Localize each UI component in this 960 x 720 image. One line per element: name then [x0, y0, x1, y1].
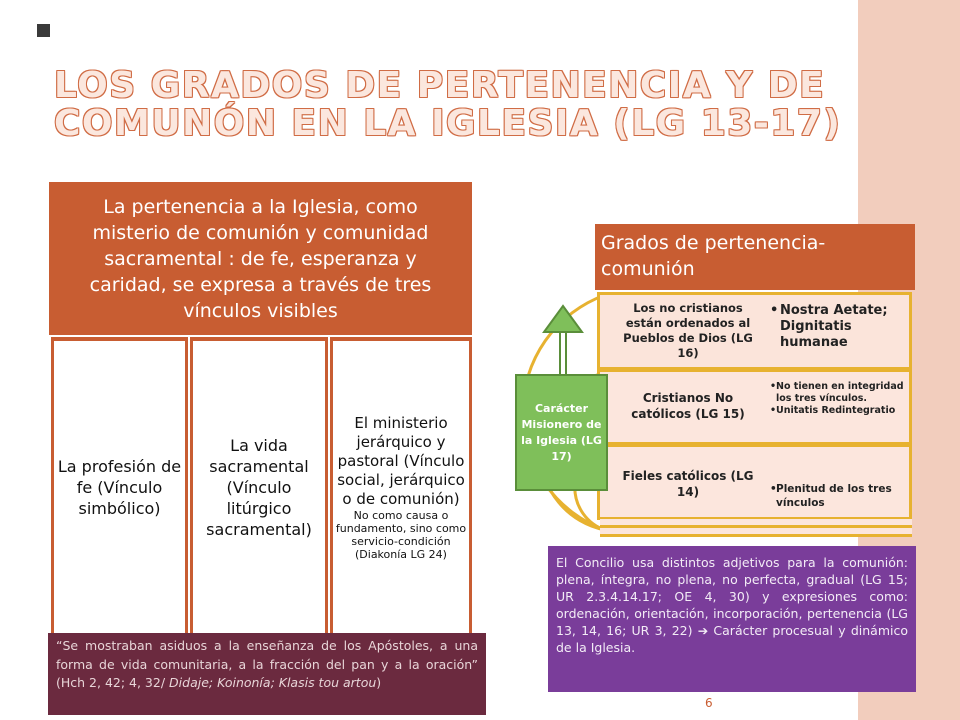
ring-stripe	[600, 519, 912, 528]
grado-row-title: Fieles católicos (LG 14)	[622, 469, 754, 499]
bullet-text: Nostra Aetate; Dignitatis humanae	[780, 303, 888, 350]
bullet-text: No tienen en integridad los tres vínculos.	[776, 381, 904, 404]
arrow-head	[544, 306, 582, 332]
bullet-dot: •	[770, 405, 777, 416]
grado-row-bullets	[770, 303, 910, 351]
ring-stripe	[600, 528, 912, 537]
vinculo-column-1	[51, 337, 188, 633]
bullet-text: Unitatis Redintegratio	[776, 405, 896, 416]
caracter-misionero-text: Carácter Misionero de la Iglesia (LG 17)	[521, 401, 602, 463]
bullet-dot: •	[770, 303, 779, 318]
grados-header	[595, 224, 915, 290]
grado-row-title: Cristianos No católicos (LG 15)	[631, 391, 745, 421]
grado-row-title: Los no cristianos están ordenados al Pueblos de Dios (LG 16)	[623, 301, 753, 360]
decorative-square	[37, 24, 50, 37]
pertenencia-header-text: La pertenencia a la Iglesia, como misterio de comunión y comunidad sacramental : de fe, esperanza y caridad, se expresa a través de tres vínculos visibles	[89, 195, 432, 322]
right-arrow-icon: ➔	[697, 623, 709, 638]
slide-title: LOS GRADOS DE PERTENENCIA Y DE COMUNÓN EN LA IGLESIA (LG 13-17)	[54, 65, 842, 144]
bullet-dot: •	[770, 381, 777, 392]
concilio-text: El Concilio usa distintos adjetivos para la comunión: plena, íntegra, no plena, no perfecta, gradual (LG 15; UR 2.3.4.14.17; OE 4, 30) y expresiones como: ordenación, orientación, incorporación, pertenencia (LG 13, 14, 16; UR 3, 22)	[556, 555, 908, 638]
grado-row-no-cristianos	[597, 292, 912, 370]
grado-row-cristianos-no-catolicos	[597, 369, 912, 445]
page-number: 6	[705, 696, 713, 710]
grado-row-bullets	[770, 381, 912, 417]
vinculo-social-note: No como causa o fundamento, sino como servicio-condición (Diakonía LG 24)	[335, 508, 467, 561]
concilio-text-box	[548, 546, 916, 692]
quote-close: )	[376, 675, 382, 690]
quote-text: Se mostraban asiduos a la enseñanza de los Apóstoles, a una forma de vida comunitaria, a la fracción del pan y a la oración” (Hch 2, 42; 4, 32/	[56, 638, 478, 690]
bullet-text: Plenitud de los tres vínculos	[776, 483, 892, 509]
bullet-item	[770, 482, 910, 510]
mission-arrow	[540, 302, 586, 378]
quote-open: “	[56, 638, 63, 653]
caracter-misionero-box	[515, 374, 608, 491]
bullet-item	[770, 405, 912, 417]
bullet-dot: •	[770, 483, 777, 495]
grado-row-fieles-catolicos	[597, 444, 912, 520]
bullet-item	[770, 381, 912, 405]
acts-quote-box	[48, 633, 486, 715]
grado-row-bullets	[770, 482, 910, 510]
grados-header-text: Grados de pertenencia-comunión	[601, 232, 826, 280]
quote-refs: Didaje; Koinonía; Klasis tou artou	[169, 675, 377, 690]
vinculo-simbolico-text: La profesión de fe (Vínculo simbólico)	[57, 456, 182, 518]
vinculo-column-2	[190, 337, 328, 633]
vinculo-column-3	[330, 337, 472, 633]
pertenencia-header	[49, 182, 472, 335]
concilio-end-text: Carácter procesual y dinámico de la Iglesia.	[556, 623, 908, 655]
vinculo-social-text: El ministerio jerárquico y pastoral (Vínculo social, jerárquico o de comunión)	[337, 413, 465, 508]
vinculo-sacramental-text: La vida sacramental (Vínculo litúrgico sacramental)	[206, 435, 312, 539]
arrow-shaft	[560, 332, 566, 376]
